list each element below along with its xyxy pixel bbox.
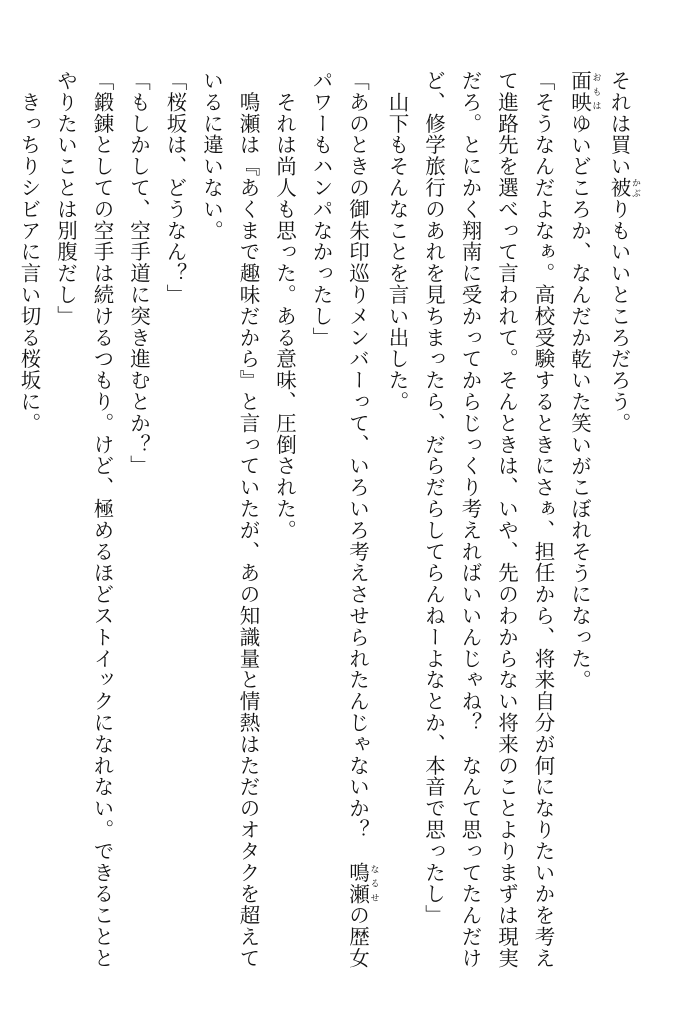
text-segment: 「あのときの御朱印巡りメンバーって、いろいろ考えさせられたんじゃないか？ [345, 70, 370, 862]
text-line-3: 「そうなんだよなぁ。高校受験するときにさぁ、担任から、将来自分が何になりたいかを考え [531, 70, 555, 969]
text-segment: りもいいところだろう。 [607, 198, 631, 434]
text-line-16: やりたいことは別腹だし」 [53, 70, 78, 327]
ruby-reading: おもは [590, 70, 601, 113]
text-line-2 [561, 70, 601, 980]
ruby-base: 面映 [567, 70, 592, 113]
text-line-7: 山下もそんなことを言い出した。 [385, 70, 409, 413]
text-line-6: ど、修学旅行のあれを見ちまったら、だらだらしてらんねーよなとか、本音で思ったし」 [421, 70, 446, 926]
text-segment: ゆいどころか、なんだか乾いた笑いがこぼれそうになった。 [567, 112, 592, 691]
text-line-1 [601, 70, 641, 980]
ruby-base: 鳴瀬 [345, 861, 370, 905]
text-segment: の歴女 [345, 904, 370, 969]
text-line-11: 鳴瀬は『あくまで趣味だから』と言っていたが、あの知識量と情熱はただのオタクを超えて [236, 70, 260, 969]
ruby-reading: かぶ [630, 177, 640, 199]
text-line-12: いるに違いない。 [199, 70, 224, 242]
ruby-annotation [345, 861, 379, 905]
text-line-8 [339, 70, 379, 980]
ruby-annotation [607, 177, 640, 199]
text-line-5: だろ。とにかく翔南に受かってからじっくり考えればいいんじゃね？ なんて思ってたんだけ [458, 70, 482, 969]
text-line-17: きっちりシビアに言い切る桜坂に。 [17, 70, 41, 434]
text-segment: それは買い [607, 70, 631, 177]
text-line-13: 「桜坂は、どうなん？」 [163, 70, 187, 306]
ruby-reading: なるせ [368, 861, 379, 905]
vertical-text-body [11, 70, 641, 980]
text-line-15: 「鍛錬としての空手は続けるつもり。けど、極めるほどストイックになれない。できることと [90, 70, 114, 969]
ruby-annotation [567, 70, 601, 113]
text-line-9: パワーもハンパなかったし」 [309, 70, 333, 349]
ruby-base: 被 [607, 177, 631, 199]
text-line-10: それは尚人も思った。ある意味、圧倒された。 [272, 70, 297, 541]
text-line-14: 「もしかして、空手道に突き進むとか？」 [126, 70, 151, 477]
text-line-4: て進路先を選べって言われて。そんときは、いや、先のわからない将来のことよりまずは現実 [494, 70, 519, 969]
